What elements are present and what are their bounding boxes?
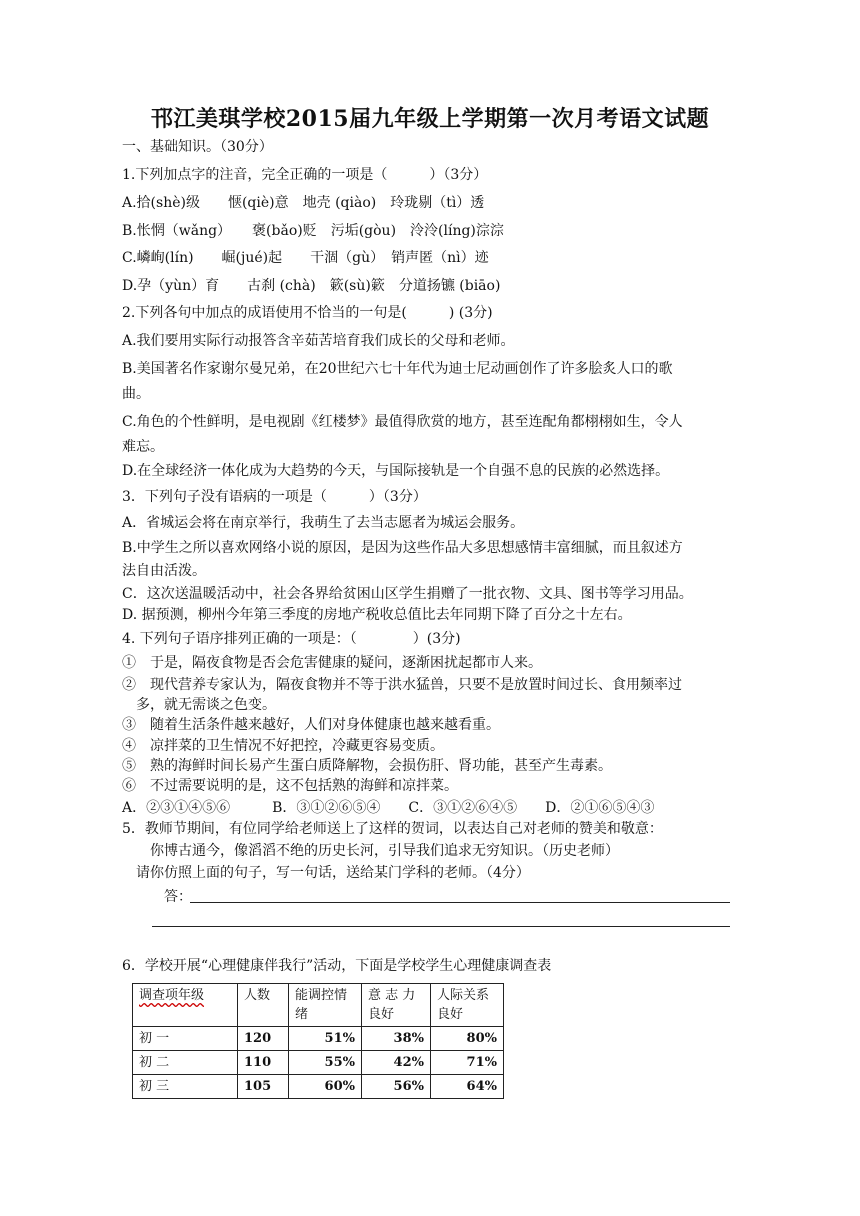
question-2-stem: 2.下列各句中加点的成语使用不恰当的一句是( ) (3分) bbox=[122, 305, 493, 321]
table-cell-grade: 初 二 bbox=[133, 1051, 238, 1075]
question-3-option-d: D. 据预测，柳州今年第三季度的房地产税收总值比去年同期下降了百分之十左右。 bbox=[122, 607, 632, 623]
table-row bbox=[133, 1075, 504, 1099]
question-3-option-b: B.中学生之所以喜欢网络小说的原因，是因为这些作品大多思想感情丰富细腻，而且叙述方 bbox=[122, 540, 683, 556]
table-header-row bbox=[133, 984, 504, 1027]
table-cell-value: 38% bbox=[362, 1027, 431, 1051]
table-row bbox=[133, 1027, 504, 1051]
question-3-option-a: A．省城运会将在南京举行，我萌生了去当志愿者为城运会服务。 bbox=[122, 515, 525, 531]
question-4-stem: 4. 下列句子语序排列正确的一项是：（ ）(3分) bbox=[122, 631, 461, 647]
question-6-stem: 6．学校开展“心理健康伴我行”活动，下面是学校学生心理健康调查表 bbox=[122, 958, 552, 974]
question-4-sentence-3: ③ 随着生活条件越来越好，人们对身体健康也越来越看重。 bbox=[122, 717, 500, 733]
question-2-option-c: C.角色的个性鲜明，是电视剧《红楼梦》最值得欣赏的地方，甚至连配角都栩栩如生，令人 bbox=[122, 414, 683, 430]
table-cell-grade: 初 一 bbox=[133, 1027, 238, 1051]
question-4-sentence-2-cont: 多，就无需谈之色变。 bbox=[122, 697, 276, 713]
question-4-sentence-2: ② 现代营养专家认为，隔夜食物并不等于洪水猛兽，只要不是放置时间过长、食用频率过 bbox=[122, 677, 682, 693]
question-4-sentence-1: ① 于是，隔夜食物是否会危害健康的疑问，逐渐困扰起都市人来。 bbox=[122, 655, 542, 671]
table-cell-value: 56% bbox=[362, 1075, 431, 1099]
section-heading: 一、基础知识。（30分） bbox=[122, 139, 273, 155]
question-5-stem: 5．教师节期间，有位同学给老师送上了这样的贺词，以表达自己对老师的赞美和敬意： bbox=[122, 821, 663, 837]
question-2-option-a: A.我们要用实际行动报答含辛茹苦培育我们成长的父母和老师。 bbox=[122, 333, 515, 349]
table-cell-grade: 初 三 bbox=[133, 1075, 238, 1099]
answer-line-1[interactable] bbox=[190, 902, 730, 903]
table-header-cell: 能调控情绪 bbox=[289, 984, 362, 1027]
table-header-cell: 意 志 力良好 bbox=[362, 984, 431, 1027]
table-cell-value: 51% bbox=[289, 1027, 362, 1051]
question-1-option-b: B.怅惘（wǎng） 褒(bǎo)贬 污垢(gòu) 泠泠(líng)淙淙 bbox=[122, 223, 504, 239]
question-3-option-b-cont: 法自由活泼。 bbox=[122, 563, 206, 579]
table-cell-value: 64% bbox=[431, 1075, 504, 1099]
survey-table bbox=[132, 983, 504, 1099]
header-grade: 调查项年级 bbox=[139, 988, 205, 1003]
question-1-option-d: D.孕（yùn）育 古刹 (chà) 簌(sù)簌 分道扬镳 (biāo) bbox=[122, 278, 501, 294]
question-2-option-b: B.美国著名作家谢尔曼兄弟，在20世纪六七十年代为迪士尼动画创作了许多脍炙人口的歌 bbox=[122, 361, 673, 377]
table-header-cell: 人数 bbox=[238, 984, 289, 1027]
question-2-option-b-cont: 曲。 bbox=[122, 386, 150, 402]
question-5-example: 你博古通今，像滔滔不绝的历史长河，引导我们追求无穷知识。（历史老师） bbox=[122, 843, 619, 859]
exam-title: 邗江美琪学校2015届九年级上学期第一次月考语文试题 bbox=[150, 106, 710, 132]
table-cell-count: 110 bbox=[238, 1051, 289, 1075]
table-cell-value: 55% bbox=[289, 1051, 362, 1075]
table-header-cell bbox=[133, 984, 238, 1027]
question-2-option-c-cont: 难忘。 bbox=[122, 439, 164, 455]
question-4-sentence-5: ⑤ 熟的海鲜时间长易产生蛋白质降解物，会损伤肝、肾功能，甚至产生毒素。 bbox=[122, 758, 612, 774]
question-4-sentence-6: ⑥ 不过需要说明的是，这不包括熟的海鲜和凉拌菜。 bbox=[122, 778, 458, 794]
question-1-option-a: A.拾(shè)级 惬(qiè)意 地壳 (qiào) 玲珑剔（tì）透 bbox=[122, 195, 485, 211]
question-4-options: A．②③①④⑤⑥ B．③①②⑥⑤④ C．③①②⑥④⑤ D．②①⑥⑤④③ bbox=[122, 800, 655, 816]
question-3-stem: 3．下列句子没有语病的一项是（ ）（3分） bbox=[122, 489, 427, 505]
table-cell-value: 60% bbox=[289, 1075, 362, 1099]
question-3-option-c: C．这次送温暖活动中，社会各界给贫困山区学生捐赠了一批衣物、文具、图书等学习用品。 bbox=[122, 586, 693, 602]
table-cell-value: 80% bbox=[431, 1027, 504, 1051]
table-cell-count: 105 bbox=[238, 1075, 289, 1099]
question-5-instruction: 请你仿照上面的句子，写一句话，送给某门学科的老师。（4分） bbox=[122, 865, 530, 881]
table-header-cell: 人际关系良好 bbox=[431, 984, 504, 1027]
question-5-answer-label: 答： bbox=[122, 889, 192, 905]
table-cell-value: 71% bbox=[431, 1051, 504, 1075]
table-cell-value: 42% bbox=[362, 1051, 431, 1075]
question-1-stem: 1.下列加点字的注音，完全正确的一项是（ ）（3分） bbox=[122, 167, 488, 183]
question-1-option-c: C.嶙峋(lín) 崛(jué)起 干涸（gù） 销声匿（nì）迹 bbox=[122, 250, 489, 266]
answer-line-2[interactable] bbox=[152, 926, 730, 927]
table-cell-count: 120 bbox=[238, 1027, 289, 1051]
table-row bbox=[133, 1051, 504, 1075]
question-4-sentence-4: ④ 凉拌菜的卫生情况不好把控，冷藏更容易变质。 bbox=[122, 738, 444, 754]
question-2-option-d: D.在全球经济一体化成为大趋势的今天，与国际接轨是一个自强不息的民族的必然选择。 bbox=[122, 463, 670, 479]
